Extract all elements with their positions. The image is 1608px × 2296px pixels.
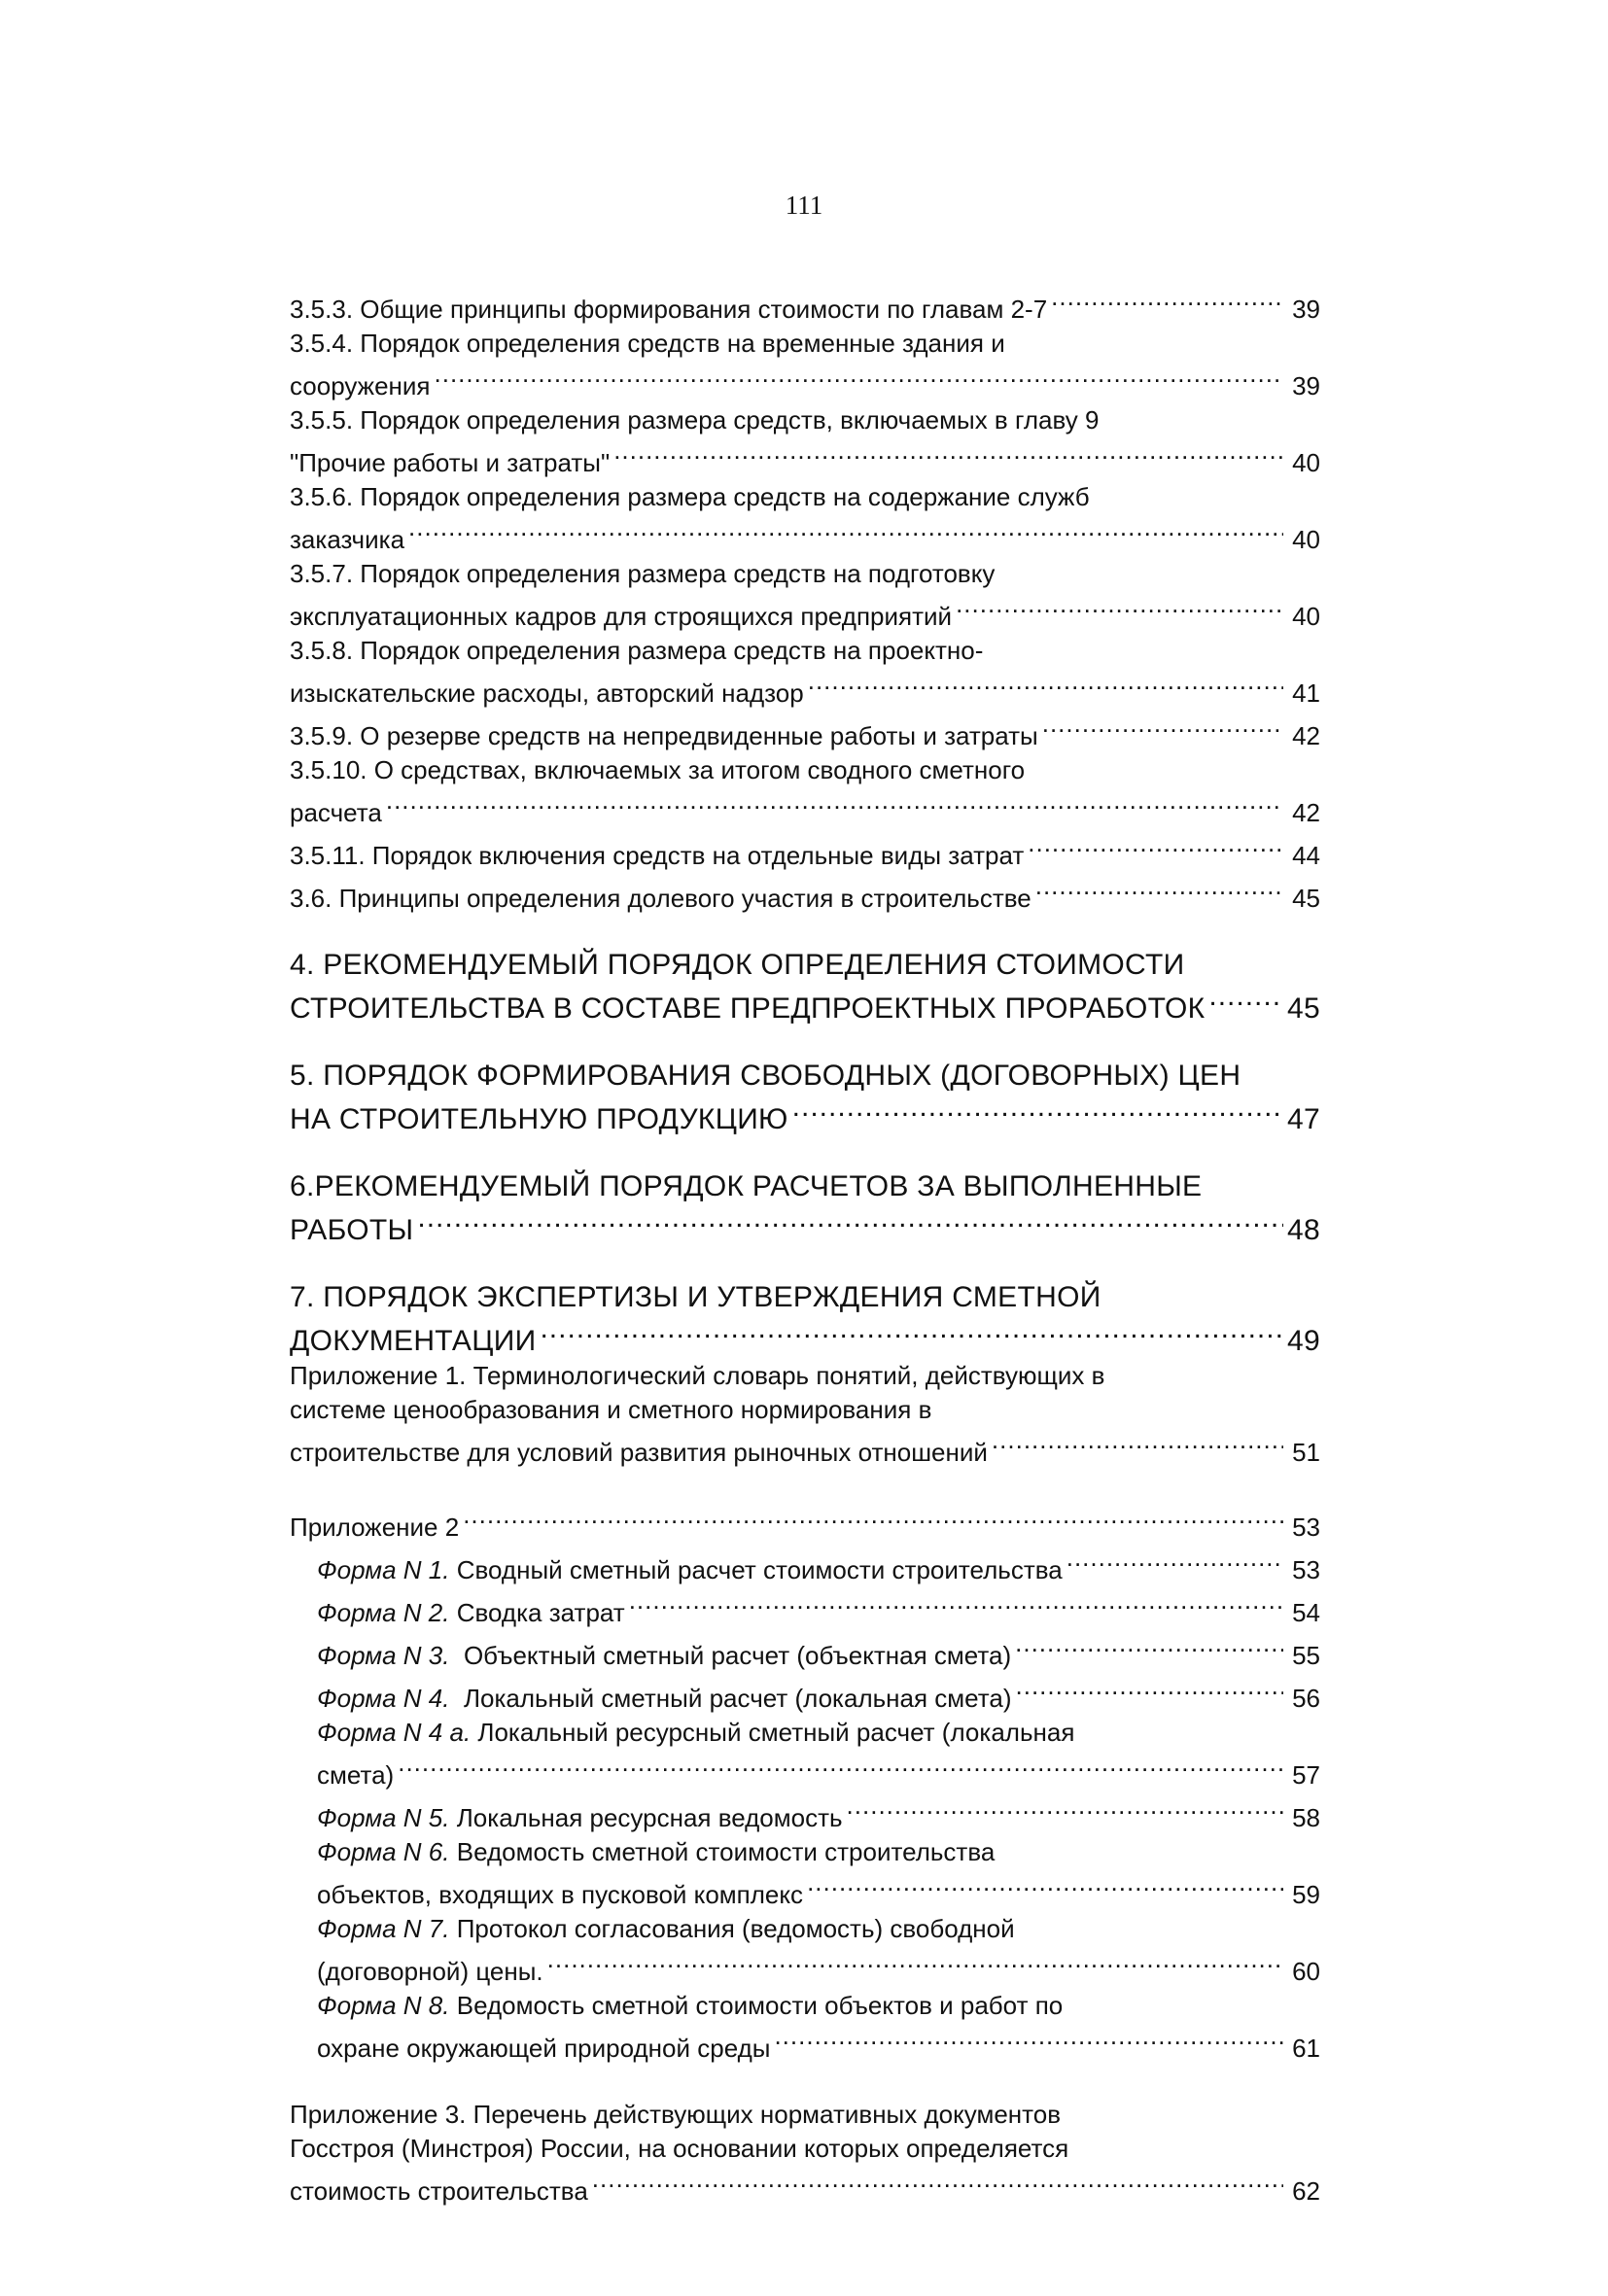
toc-entry-5 bbox=[290, 1059, 1320, 1137]
toc-entry-form-7 bbox=[317, 1912, 1320, 1989]
dot-leader bbox=[463, 1502, 1283, 1536]
toc-entry-form-3 bbox=[317, 1630, 1320, 1673]
toc-entry-3-5-5 bbox=[290, 403, 1320, 480]
toc-page-number: 40 bbox=[1292, 525, 1320, 554]
dot-leader bbox=[847, 1792, 1283, 1826]
toc-entry-4 bbox=[290, 948, 1320, 1026]
toc-entry-title: 3.5.5. Порядок определения размера средств, включаемых в главу 9 bbox=[290, 405, 1100, 435]
toc-entry-title: Сводка затрат bbox=[456, 1598, 625, 1627]
dot-leader bbox=[1051, 284, 1283, 318]
toc-entry-title: 5. ПОРЯДОК ФОРМИРОВАНИЯ СВОБОДНЫХ (ДОГОВОРНЫХ) ЦЕН bbox=[290, 1060, 1241, 1092]
toc-entry-title-cont: смета) bbox=[317, 1760, 395, 1790]
toc-entry-title-cont: (договорной) цены. bbox=[317, 1957, 543, 1986]
toc-entry-title-cont: стоимость строительства bbox=[290, 2176, 588, 2206]
toc-entry-appendix-2 bbox=[290, 1502, 1320, 1545]
toc-page-number: 48 bbox=[1287, 1214, 1320, 1246]
dot-leader bbox=[398, 1750, 1283, 1784]
toc-page-number: 47 bbox=[1287, 1103, 1320, 1135]
toc-entry-6 bbox=[290, 1169, 1320, 1248]
toc-entry-title: 3.5.8. Порядок определения размера средств на проектно- bbox=[290, 636, 984, 665]
toc-entry-title-cont: Госстроя (Минстроя) России, на основании которых определяется bbox=[290, 2134, 1069, 2163]
dot-leader bbox=[435, 361, 1284, 395]
toc-page-number: 45 bbox=[1292, 884, 1320, 913]
toc-entry-3-5-6 bbox=[290, 480, 1320, 557]
dot-leader bbox=[1035, 873, 1283, 907]
dot-leader bbox=[792, 1094, 1283, 1129]
toc-entry-title-cont: строительстве для условий развития рыночных отношений bbox=[290, 1438, 988, 1467]
toc-page-number: 56 bbox=[1292, 1684, 1320, 1713]
toc-page-number: 61 bbox=[1292, 2034, 1320, 2063]
form-label: Форма N 7. bbox=[317, 1914, 450, 1943]
toc-entry-title: 3.5.7. Порядок определения размера средств на подготовку bbox=[290, 559, 996, 588]
dot-leader bbox=[807, 1869, 1283, 1903]
toc-entry-title: 3.6. Принципы определения долевого участия в строительстве bbox=[290, 884, 1031, 913]
toc-entry-title: 4. РЕКОМЕНДУЕМЫЙ ПОРЯДОК ОПРЕДЕЛЕНИЯ СТОИМОСТИ bbox=[290, 949, 1185, 981]
toc-page-number: 57 bbox=[1292, 1760, 1320, 1790]
dot-leader bbox=[956, 591, 1283, 625]
toc-entry-appendix-1 bbox=[290, 1359, 1320, 1470]
toc-entry-title: Ведомость сметной стоимости строительства bbox=[456, 1837, 996, 1866]
dot-leader bbox=[1042, 711, 1283, 745]
toc-page-number: 39 bbox=[1292, 295, 1320, 324]
toc-page-number: 51 bbox=[1292, 1438, 1320, 1467]
form-label: Форма N 8. bbox=[317, 1991, 450, 2020]
toc-page-number: 53 bbox=[1292, 1555, 1320, 1584]
dot-leader bbox=[613, 437, 1283, 471]
toc-entry-title-cont: расчета bbox=[290, 798, 382, 827]
toc-entry-title: Приложение 2 bbox=[290, 1513, 460, 1542]
toc-page-number: 40 bbox=[1292, 602, 1320, 631]
dot-leader bbox=[992, 1427, 1283, 1461]
toc-entry-3-5-10 bbox=[290, 753, 1320, 830]
form-label: Форма N 6. bbox=[317, 1837, 450, 1866]
toc-entry-title-cont: изыскательские расходы, авторский надзор bbox=[290, 678, 804, 708]
dot-leader bbox=[417, 1204, 1283, 1239]
toc-page-number: 42 bbox=[1292, 798, 1320, 827]
toc-entry-3-5-7 bbox=[290, 557, 1320, 634]
toc-entry-title: 3.5.4. Порядок определения средств на временные здания и bbox=[290, 329, 1005, 358]
toc-page-number: 40 bbox=[1292, 448, 1320, 477]
toc-entry-title: Локальная ресурсная ведомость bbox=[456, 1803, 843, 1832]
toc-entry-form-1 bbox=[317, 1545, 1320, 1587]
table-of-contents bbox=[290, 284, 1320, 2209]
toc-entry-title-cont: сооружения bbox=[290, 371, 431, 400]
toc-entry-title: Приложение 1. Терминологический словарь понятий, действующих в bbox=[290, 1361, 1105, 1390]
toc-entry-title: 7. ПОРЯДОК ЭКСПЕРТИЗЫ И УТВЕРЖДЕНИЯ СМЕТНОЙ bbox=[290, 1281, 1101, 1313]
toc-entry-form-5 bbox=[317, 1792, 1320, 1835]
toc-page-number: 59 bbox=[1292, 1880, 1320, 1909]
toc-page-number: 39 bbox=[1292, 371, 1320, 400]
page-number: 111 bbox=[785, 191, 823, 220]
toc-entry-3-6 bbox=[290, 873, 1320, 916]
toc-entry-title: Ведомость сметной стоимости объектов и работ по bbox=[456, 1991, 1064, 2020]
form-label: Форма N 4. bbox=[317, 1684, 450, 1713]
dot-leader bbox=[540, 1315, 1283, 1350]
toc-entry-title-cont: системе ценообразования и сметного нормирования в bbox=[290, 1395, 932, 1424]
toc-entry-form-8 bbox=[317, 1989, 1320, 2066]
dot-leader bbox=[386, 787, 1283, 821]
dot-leader bbox=[592, 2166, 1283, 2200]
dot-leader bbox=[1028, 830, 1283, 864]
toc-page-number: 44 bbox=[1292, 841, 1320, 870]
toc-entry-title-cont: РАБОТЫ bbox=[290, 1214, 414, 1246]
toc-entry-title: Протокол согласования (ведомость) свободной bbox=[456, 1914, 1015, 1943]
form-label: Форма N 4 а. bbox=[317, 1718, 472, 1747]
toc-entry-3-5-11 bbox=[290, 830, 1320, 873]
toc-entry-form-6 bbox=[317, 1835, 1320, 1912]
toc-entry-3-5-4 bbox=[290, 327, 1320, 403]
toc-entry-title: 6.РЕКОМЕНДУЕМЫЙ ПОРЯДОК РАСЧЕТОВ ЗА ВЫПОЛНЕННЫЕ bbox=[290, 1170, 1203, 1202]
dot-leader bbox=[629, 1587, 1283, 1621]
toc-page-number: 45 bbox=[1287, 992, 1320, 1025]
dot-leader bbox=[408, 514, 1283, 548]
toc-entry-title-cont: охране окружающей природной среды bbox=[317, 2034, 771, 2063]
toc-page-number: 60 bbox=[1292, 1957, 1320, 1986]
form-label: Форма N 1. bbox=[317, 1555, 450, 1584]
toc-entry-title-cont: объектов, входящих в пусковой комплекс bbox=[317, 1880, 804, 1909]
toc-page-number: 49 bbox=[1287, 1325, 1320, 1357]
toc-page-number: 41 bbox=[1292, 678, 1320, 708]
form-label: Форма N 3. bbox=[317, 1641, 450, 1670]
toc-entry-title-cont: эксплуатационных кадров для строящихся предприятий bbox=[290, 602, 953, 631]
dot-leader bbox=[774, 2023, 1283, 2057]
dot-leader bbox=[1016, 1673, 1284, 1707]
toc-entry-title: Объектный сметный расчет (объектная смета) bbox=[463, 1641, 1012, 1670]
toc-entry-3-5-8 bbox=[290, 634, 1320, 711]
dot-leader bbox=[547, 1946, 1283, 1980]
toc-page-number: 55 bbox=[1292, 1641, 1320, 1670]
toc-entry-form-4 bbox=[317, 1673, 1320, 1716]
toc-entry-appendix-3 bbox=[290, 2098, 1320, 2209]
toc-entry-title-cont: заказчика bbox=[290, 525, 405, 554]
dot-leader bbox=[1066, 1545, 1283, 1579]
toc-entry-7 bbox=[290, 1280, 1320, 1359]
toc-entry-title-cont: СТРОИТЕЛЬСТВА В СОСТАВЕ ПРЕДПРОЕКТНЫХ ПРОРАБОТОК bbox=[290, 992, 1206, 1025]
toc-page-number: 62 bbox=[1292, 2176, 1320, 2206]
toc-entry-title: 3.5.9. О резерве средств на непредвиденные работы и затраты bbox=[290, 721, 1038, 750]
dot-leader bbox=[1208, 983, 1283, 1018]
toc-entry-title: 3.5.10. О средствах, включаемых за итогом сводного сметного bbox=[290, 755, 1026, 784]
toc-page-number: 54 bbox=[1292, 1598, 1320, 1627]
toc-entry-title: 3.5.3. Общие принципы формирования стоимости по главам 2-7 bbox=[290, 295, 1048, 324]
dot-leader bbox=[808, 668, 1283, 702]
toc-entry-3-5-3 bbox=[290, 284, 1320, 327]
toc-entry-title-cont: НА СТРОИТЕЛЬНУЮ ПРОДУКЦИЮ bbox=[290, 1103, 788, 1135]
toc-entry-3-5-9 bbox=[290, 711, 1320, 753]
toc-page-number: 42 bbox=[1292, 721, 1320, 750]
form-label: Форма N 2. bbox=[317, 1598, 450, 1627]
toc-entry-form-2 bbox=[317, 1587, 1320, 1630]
toc-page-number: 53 bbox=[1292, 1513, 1320, 1542]
toc-entry-title: 3.5.11. Порядок включения средств на отдельные виды затрат bbox=[290, 841, 1025, 870]
toc-entry-title: Локальный сметный расчет (локальная смета) bbox=[463, 1684, 1012, 1713]
toc-entry-title-cont: "Прочие работы и затраты" bbox=[290, 448, 611, 477]
toc-entry-title-cont: ДОКУМЕНТАЦИИ bbox=[290, 1325, 537, 1357]
toc-entry-title: Сводный сметный расчет стоимости строительства bbox=[456, 1555, 1063, 1584]
toc-entry-form-4a bbox=[317, 1716, 1320, 1792]
toc-entry-title: Локальный ресурсный сметный расчет (локальная bbox=[477, 1718, 1075, 1747]
toc-page-number: 58 bbox=[1292, 1803, 1320, 1832]
toc-entry-title: Приложение 3. Перечень действующих нормативных документов bbox=[290, 2100, 1062, 2129]
form-label: Форма N 5. bbox=[317, 1803, 450, 1832]
toc-entry-title: 3.5.6. Порядок определения размера средств на содержание служб bbox=[290, 482, 1090, 511]
dot-leader bbox=[1015, 1630, 1283, 1664]
